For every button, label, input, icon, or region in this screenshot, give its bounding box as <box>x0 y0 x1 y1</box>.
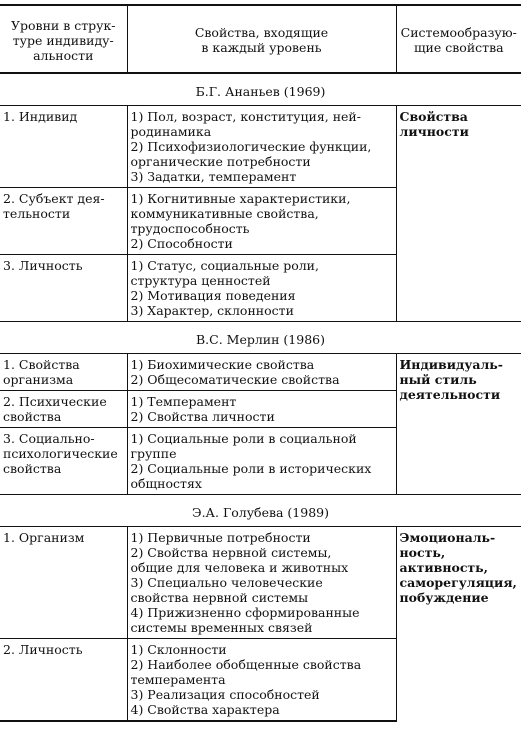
properties-cell <box>127 188 396 255</box>
property-text: 4) Прижизненно сформированные <box>130 605 360 620</box>
property-text: 3) Специально человеческие <box>130 575 323 590</box>
level-text: 1. Индивид <box>3 109 78 124</box>
properties-cell <box>127 527 396 639</box>
properties-cell <box>127 106 396 188</box>
header-text: туре индивиду- <box>12 32 114 48</box>
level-cell <box>0 354 127 391</box>
property-text: 1) Первичные потребности <box>130 530 311 545</box>
level-cell <box>0 527 127 639</box>
properties-cell <box>127 639 396 722</box>
level-text: 3. Социально- <box>3 431 95 446</box>
property-text: коммуникативные свойства, <box>130 206 319 221</box>
system-text: активность, <box>399 560 489 575</box>
property-text: 2) Свойства личности <box>130 409 275 424</box>
header-properties <box>127 5 396 73</box>
table-row <box>0 354 521 391</box>
system-text: личности <box>399 124 469 139</box>
section-title: Э.А. Голубева (1989) <box>0 495 521 527</box>
property-text: 1) Когнитивные характеристики, <box>130 191 351 206</box>
header-levels <box>0 5 127 73</box>
properties-cell <box>127 428 396 495</box>
property-text: 1) Социальные роли в социальной <box>130 431 357 446</box>
system-properties-cell <box>396 354 521 495</box>
properties-cell <box>127 391 396 428</box>
level-text: психологические <box>3 446 118 461</box>
individuality-levels-table <box>0 4 521 722</box>
property-text: 2) Общесоматические свойства <box>130 372 340 387</box>
properties-cell <box>127 255 396 322</box>
level-cell <box>0 428 127 495</box>
level-text: 2. Психические <box>3 394 107 409</box>
header-row <box>0 5 521 73</box>
header-text: Системообразую- <box>400 25 517 40</box>
level-text: 2. Субъект дея- <box>3 191 105 206</box>
property-text: 1) Биохимические свойства <box>130 357 315 372</box>
system-properties-cell <box>396 527 521 722</box>
property-text: органические потребности <box>130 154 311 169</box>
header-text: альности <box>33 47 94 63</box>
section-title: Б.Г. Ананьев (1969) <box>0 73 521 106</box>
property-text: темперамента <box>130 672 226 687</box>
system-text: Свойства <box>399 109 468 124</box>
table-row <box>0 106 521 188</box>
header-text: щие свойства <box>413 40 504 55</box>
level-cell <box>0 255 127 322</box>
section-title-row <box>0 322 521 354</box>
section-title-row <box>0 495 521 527</box>
header-text: Уровни в струк- <box>10 17 116 33</box>
property-text: системы временных связей <box>130 620 313 635</box>
level-text: организма <box>3 372 74 387</box>
property-text: 3) Реализация способностей <box>130 687 320 702</box>
property-text: 3) Характер, склонности <box>130 303 294 318</box>
property-text: общностях <box>130 476 202 491</box>
system-text: Эмоциональ- <box>399 530 496 545</box>
property-text: 2) Мотивация поведения <box>130 288 296 303</box>
property-text: 2) Способности <box>130 236 233 251</box>
level-text: тельности <box>3 206 71 221</box>
system-text: саморегуляция, <box>399 575 517 590</box>
system-text: побуждение <box>399 590 489 605</box>
property-text: группе <box>130 446 177 461</box>
property-text: 1) Темперамент <box>130 394 237 409</box>
level-cell <box>0 188 127 255</box>
property-text: 3) Задатки, темперамент <box>130 169 297 184</box>
section-title-row <box>0 73 521 106</box>
property-text: 2) Свойства нервной системы, <box>130 545 332 560</box>
property-text: 4) Свойства характера <box>130 702 280 717</box>
level-text: 3. Личность <box>3 258 83 273</box>
property-text: 1) Статус, социальные роли, <box>130 258 319 273</box>
system-text: Индивидуаль- <box>399 357 503 372</box>
system-text: ность, <box>399 545 446 560</box>
level-cell <box>0 391 127 428</box>
level-text: 1. Свойства <box>3 357 80 372</box>
property-text: родинамика <box>130 124 212 139</box>
system-properties-cell <box>396 106 521 322</box>
property-text: 1) Пол, возраст, конституция, ней- <box>130 109 361 124</box>
header-text: Свойства, входящие <box>194 25 329 40</box>
property-text: 2) Социальные роли в исторических <box>130 461 372 476</box>
property-text: свойства нервной системы <box>130 590 309 605</box>
system-text: ный стиль <box>399 372 477 387</box>
header-text: в каждый уровень <box>201 40 322 55</box>
property-text: общие для человека и животных <box>130 560 349 575</box>
properties-cell <box>127 354 396 391</box>
level-text: свойства <box>3 409 62 424</box>
header-system-properties <box>396 5 521 73</box>
level-text: свойства <box>3 461 62 476</box>
property-text: 2) Наиболее обобщенные свойства <box>130 657 362 672</box>
level-text: 1. Организм <box>3 530 85 545</box>
level-cell <box>0 106 127 188</box>
system-text: деятельности <box>399 387 501 402</box>
property-text: 1) Склонности <box>130 642 227 657</box>
level-cell <box>0 639 127 722</box>
table-row <box>0 527 521 639</box>
level-text: 2. Личность <box>3 642 83 657</box>
section-title: В.С. Мерлин (1986) <box>0 322 521 354</box>
property-text: трудоспособность <box>130 221 250 236</box>
property-text: структура ценностей <box>130 273 271 288</box>
property-text: 2) Психофизиологические функции, <box>130 139 372 154</box>
